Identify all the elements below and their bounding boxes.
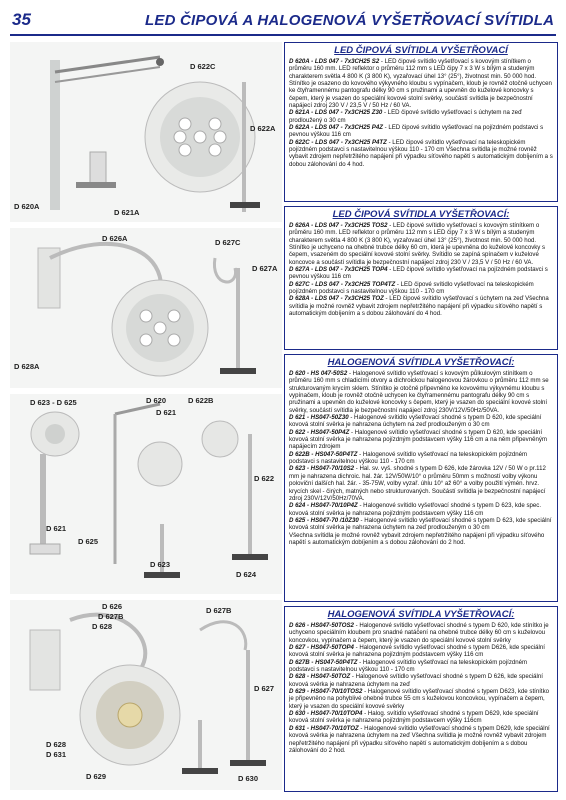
- product-entry: [289, 139, 553, 168]
- figure-led-flexible-lamps: [10, 228, 282, 388]
- product-description: - Halogenové svítidlo vyšetřovací shodné s typem D623, kde stínítko je připevněno na pohyblivé ohebné trubce 55 cm s kuželovou koncovkou, vypínačem a čepem, který je vsazen do speciální kovové svěrky: [289, 688, 550, 710]
- product-code: D 624 - HS047-70/10P4Z: [289, 502, 358, 510]
- product-entry: [289, 644, 553, 659]
- product-code: D 626A - LDS 047 - 7x3CH25 TOS2: [289, 222, 388, 229]
- product-code: D 622 - HS047-50P4Z: [289, 428, 350, 436]
- product-entry: [289, 673, 553, 688]
- product-code: D 626 - HS047-50TOS2: [289, 622, 354, 629]
- product-code: D 623 - HS047-70/10S2: [289, 465, 355, 473]
- page-title: LED ČIPOVÁ A HALOGENOVÁ VYŠETŘOVACÍ SVÍTIDLA: [145, 12, 555, 29]
- figure-label: D 627C: [215, 238, 241, 247]
- figure-label: D 623: [150, 560, 171, 569]
- figure-label: D 627B: [206, 606, 232, 615]
- figure-label: D 624: [236, 570, 257, 579]
- product-description: - Halogenové svítidlo vyšetřovací na teleskopickém pojízdném podstavci s nastavitelnou výškou 110 - 170 cm: [289, 658, 528, 674]
- product-code: D 620 - HS 047-50S2: [289, 370, 348, 377]
- product-code: D 622A - LDS 047 - 7x3CH25 P4Z: [289, 124, 383, 132]
- product-entry: [289, 725, 553, 754]
- product-description: - Halogenové svítidlo vyšetřovací shodné s typem D629, kde speciální kovová svěrka je nahrazena úchytem na zeď Všechna svítidla je možné rovněž vybavit zdrojem nepřetržitého napájení při výpadku síťového napětí s automatickým dobíjením a s dobou zálohování do 2 hod.: [289, 724, 550, 754]
- product-figures: [10, 42, 282, 792]
- product-entry: [289, 124, 553, 139]
- figure-label: D 626A: [102, 234, 128, 243]
- figure-halogen-clamp-lamps: [10, 394, 282, 594]
- figure-label: D 622: [254, 474, 275, 483]
- product-code: D 627C - LDS 047 - 7x3CH25 TOP4TZ: [289, 280, 396, 288]
- product-code: D 629 - HS047-70/10TOS2: [289, 688, 363, 696]
- section-title: HALOGENOVÁ SVÍTIDLA VYŠETŘOVACÍ:: [327, 609, 515, 620]
- product-code: D 627A - LDS 047 - 7x3CH25 TOP4: [289, 266, 388, 274]
- product-code: D 621A - LDS 047 - 7x3CH25 Z30: [289, 109, 383, 117]
- product-code: D 627 - HS047-50TOP4: [289, 644, 354, 652]
- lamp-illustration: [10, 42, 282, 222]
- product-description: - Halogenové svítidlo vyšetřovací s kovovým půlkulovým stínítkem o průměru 160 mm s chladicími otvory a dichroickou halogenovou žárovkou o průměru 112 mm se strukturovaným krycím sklem. Stínítko je otočně připevněno ke kovovému výkyvnému kloubu s vypínačem, kloub je rovněž otočně uchycen ke čtyřramennému pantografu délky 90 cm s pružinami a upevněn do kuželové koncovky s čepem, který je vsazen do speciální kovové stolní svěrky, součástí svítidla je bezpečnostní napájecí zdroj 230V/12V/50Hz/50VA.: [289, 370, 549, 414]
- product-entry: [289, 222, 553, 266]
- figure-label: D 631: [46, 750, 67, 759]
- product-entry: [289, 429, 553, 451]
- product-code: D 620A - LDS 047 - 7x3CH25 S2: [289, 58, 380, 65]
- figure-label: D 628A: [14, 362, 40, 371]
- figure-label: D 622A: [250, 124, 276, 133]
- product-entry: [289, 659, 553, 674]
- product-entry: [289, 688, 553, 710]
- figure-label: D 620: [146, 396, 167, 405]
- figure-label: D 627: [254, 684, 275, 693]
- product-code: D 628 - HS047-50TOZ: [289, 673, 351, 681]
- product-entry: [289, 517, 553, 532]
- figure-label: D 626: [102, 602, 123, 611]
- product-description: - Halogenové svítidlo vyšetřovací shodné s typem D 623, kde spec. kovová stolní svěrka je nahrazena pojízdným podstavcem výšky 116 cm: [289, 502, 542, 517]
- product-description: - LED čipové svítidlo vyšetřovací s kovovým stínítkem o průměru 160 mm. LED reflektor o průměru 112 mm s LED čipy 7 x 3 W s bílým a studeným charakterem světla 4 800 K (3 800 K), vyzařovací úhel 13° (25°), životnost min. 50 000 hod. Stínítko je osazeno do kovového výkyvného kloubu s vypínačem, kloub je rovněž otočně uchycen ke čtyřramennému pantografu délky 90 cm s pružinami a upevněn do kuželové koncovky s čepem, který je vsazen do speciální kovové stolní svěrky, součástí svítidla je bezpečnostní napájecí zdroj 230 V / 23,5 V / 50 Hz / 60 VA.: [289, 58, 552, 110]
- product-description: - Halog. svítidlo vyšetřovací shodné s typem D629, kde speciální kovová stolní svěrka je nahrazena pojízdným podstavcem výšky 116cm: [289, 710, 539, 725]
- product-entry: [289, 109, 553, 124]
- figure-label: D 625: [78, 537, 99, 546]
- product-description: - Halogenové svítidlo vyšetřovací shodné s typem D 620, kde speciální kovová stolní svěrka je nahrazena úchytem na zeď prodlouženým o 30 cm: [289, 414, 542, 429]
- product-description: Všechna svítidla je možné rovněž vybavit zdrojem nepřetržitého napájení při výpadku síťového napětí s automatickým dobíjením a s dobou zálohování do 2 hod.: [289, 531, 545, 546]
- figure-label: D 622C: [190, 62, 216, 71]
- product-entry: [289, 451, 553, 466]
- product-code: D 627B - HS047-50P4TZ: [289, 658, 358, 666]
- product-description: - Halogenové svítidlo vyšetřovací shodné s typem D 623, kde speciální kovová stolní svěrka je nahrazena úchytem na zeď prodlouženým o 30 cm: [289, 516, 552, 532]
- product-code: D 622C - LDS 047 - 7x3CH25 P4TZ: [289, 138, 387, 146]
- product-entry: [289, 58, 553, 109]
- figure-label: D 621A: [114, 208, 140, 217]
- product-description: - Halogenové svítidlo vyšetřovací na teleskopickém pojízdném podstavci s nastavitelnou výškou 110 - 170 cm: [289, 450, 528, 466]
- figure-label: D 622B: [188, 396, 214, 405]
- product-description: - LED čipové svítidlo vyšetřovací na teleskopickém pojízdném podstavci s nastavitelnou výškou 110 - 170 cm Všechna svítidla je možné rovněž vybavit zdrojem nepřetržitého napájení při výpadku síťového napětí s automatickým dobíjením a s dobou zálohování do 4 hod.: [289, 138, 553, 168]
- section-halogen-flexible: [284, 606, 558, 792]
- figure-label: D 628: [92, 622, 113, 631]
- product-entry: [289, 295, 553, 317]
- lamp-illustration: [10, 600, 282, 790]
- product-description: - Hal. sv. vyš. shodné s typem D 626, kde žárovka 12V / 50 W o pr.112 mm je nahrazena dichroic. hal. žár. 12V/50W/10° o průměru 50mm s možností volby výkonu poloviční dalších hal. žár. - 35-75W, volby vyzař. úhlu 10° až 60° a volby použití výmén. hrvz. krycích skel - čirých, matných nebo strukturovaných. Součástí svítidla je bezpečnostní napájecí zdroj 230V/12V/50Hz/70VA.: [289, 465, 546, 502]
- product-entry: [289, 622, 553, 644]
- product-code: D 622B - HS047-50P4TZ: [289, 450, 358, 458]
- figure-label: D 623 - D 625: [30, 398, 77, 407]
- product-code: D 625 - HS047-70 /10Z30: [289, 516, 359, 524]
- page-header: [10, 8, 556, 36]
- section-halogen-clamp: [284, 354, 558, 602]
- figure-label: D 628: [46, 740, 67, 749]
- product-entry: [289, 532, 553, 547]
- product-description: - LED čipové svítidlo vyšetřovací na pojízdném podstavci s pevnou výškou 116 cm: [289, 124, 544, 139]
- product-description: - Halogenové svítidlo vyšetřovací shodné s typem D626, kde speciální kovová stolní svěrka je nahrazena pojízdným podstavcem výšky 116 cm: [289, 644, 545, 659]
- product-code: D 631 - HS047-70/10TOZ: [289, 724, 359, 732]
- figure-led-clamp-lamps: [10, 42, 282, 222]
- product-description: - LED čipové svítidlo vyšetřovací na pojízdném podstavci s pevnou výškou 116 cm: [289, 266, 548, 281]
- product-description: - LED čipové svítidlo vyšetřovací s kovovým stínítkem o průměru 160 mm. LED reflektor o průměru 112 mm s LED čipy 7 x 3 W s bílým a studeným charakterem světla 4 800 K (3 800 K), vyzařovací úhel 13° (25°), životnost min. 50 000 hod. Stínítko je uchyceno na ohebné trubce délky 60 cm, která je upevněna do kuželové koncovky s čepem, vsazeném do speciální kovové stolní svěrky. Svítidlo se zapíná spínačem v kuželové koncovce a součástí svítidla je bezpečnostní napájecí zdroj 230 V / 23,5 V / 50 Hz / 60 VA.: [289, 222, 546, 266]
- lamp-illustration: [10, 394, 282, 594]
- figure-label: D 621: [156, 408, 177, 417]
- product-entry: [289, 502, 553, 517]
- figure-label: D 620A: [14, 202, 40, 211]
- figure-label: D 627A: [252, 264, 278, 273]
- section-led-clamp: [284, 42, 558, 202]
- page-number: 35: [12, 10, 31, 29]
- product-description: - Halogenové svítidlo vyšetřovací shodné s typem D 620, kde stínítko je uchyceno speciálním kloubem pro snadné natáčení na ohebné trubce délky 60 cm s kuželovou koncovkou, vypínačem a čepem, který je vsazen do speciální kovové stolní svěrky: [289, 622, 549, 644]
- product-entry: [289, 414, 553, 429]
- product-description: - Halogenové svítidlo vyšetřovací shodné s typem D 626, kde speciální kovová svěrka je nahrazena úchytem na zeď: [289, 673, 543, 688]
- product-entry: [289, 370, 553, 414]
- figure-label: D 629: [86, 772, 107, 781]
- product-code: D 621 - HS047-50Z30: [289, 414, 349, 422]
- section-title: LED ČIPOVÁ SVÍTIDLA VYŠETŘOVACÍ:: [332, 209, 510, 220]
- section-title: HALOGENOVÁ SVÍTIDLA VYŠETŘOVACÍ:: [327, 357, 515, 368]
- lamp-illustration: [10, 228, 282, 388]
- section-led-flexible: [284, 206, 558, 350]
- figure-label: D 630: [238, 774, 259, 783]
- product-code: D 628A - LDS 047 - 7x3CH25 TOZ: [289, 295, 384, 303]
- product-entry: [289, 465, 553, 502]
- product-entry: [289, 710, 553, 725]
- product-description: - Halogenové svítidlo vyšetřovací shodné s typem D 620, kde speciální kovová stolní svěrka je nahrazena pojízdným podstavcem výšky 116 cm a na něm připevněným napájecím zdrojem: [289, 428, 547, 451]
- product-description: - LED čipové svítidlo vyšetřovací s úchytem na zeď prodloužený o 30 cm: [289, 109, 522, 124]
- figure-label: D 621: [46, 524, 67, 533]
- product-description: - LED čipové svítidlo vyšetřovací na teleskopickém pojízdném podstavci s nastavitelnou výškou 110 - 170 cm: [289, 280, 534, 296]
- section-title: LED ČIPOVÁ SVÍTIDLA VYŠETŘOVACÍ: [334, 45, 508, 56]
- product-entry: [289, 266, 553, 281]
- figure-halogen-flexible-lamps: [10, 600, 282, 790]
- product-description: - LED čipové svítidlo vyšetřovací s úchytem na zeď Všechna svítidla je možné rovněž vybavit zdrojem nepřetržitého napájení při výpadku síťového napětí s automatickým dobíjením a s dobou zálohování do 4 hod.: [289, 295, 549, 318]
- figure-label: D 627B: [98, 612, 124, 621]
- product-code: D 630 - HS047-70/10TOP4: [289, 710, 363, 718]
- product-entry: [289, 281, 553, 296]
